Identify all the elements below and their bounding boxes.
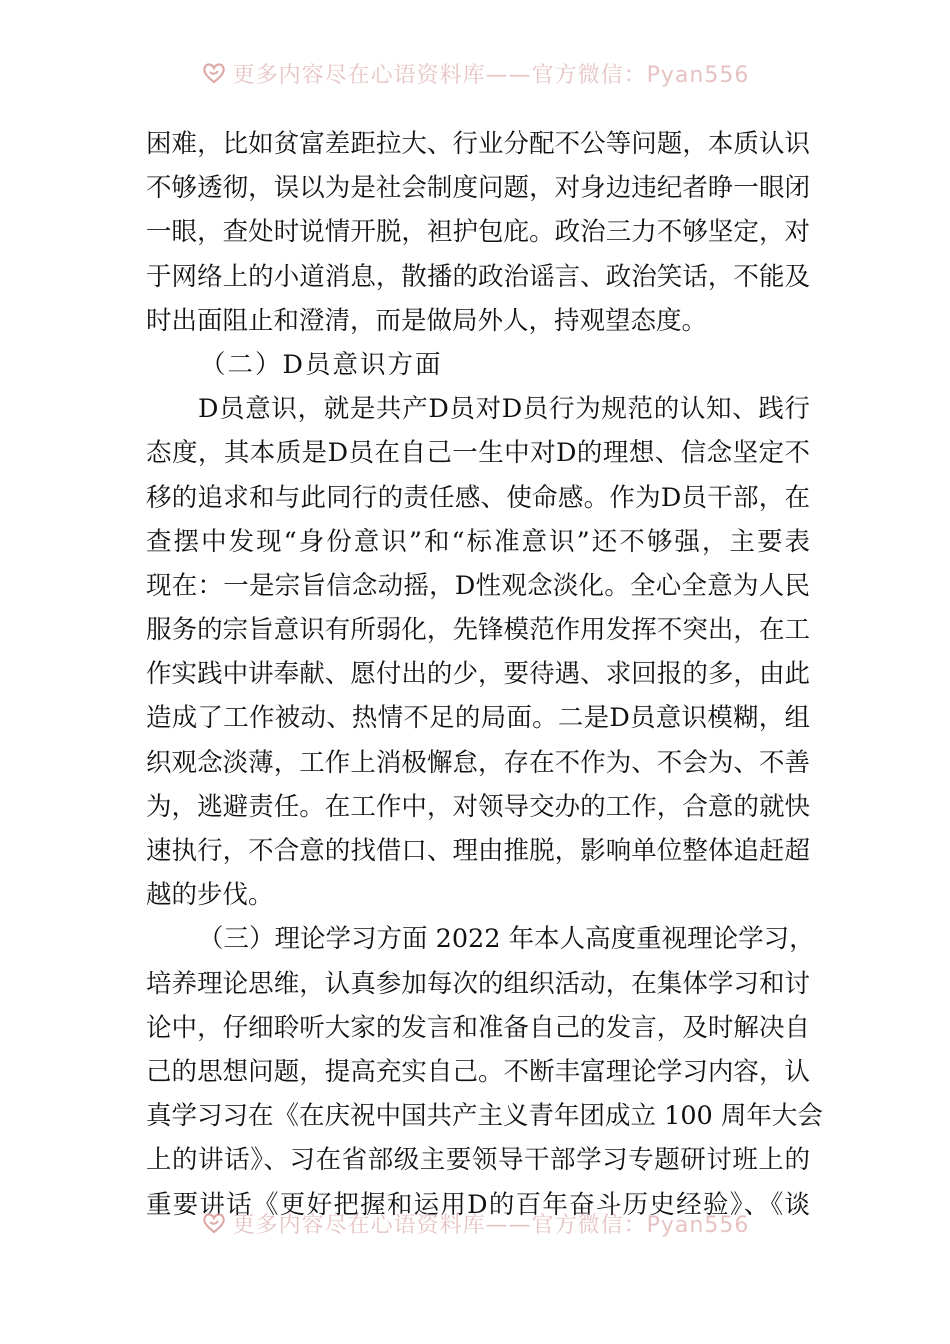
watermark-top (0, 58, 950, 88)
heart-logo-icon (201, 60, 227, 86)
text-line: 不够透彻，误以为是社会制度问题，对身边违纪者睁一眼闭 (146, 173, 810, 204)
text-line: 查摆中发现“身份意识”和“标准意识”还不够强，主要表 (146, 526, 810, 557)
heart-logo-icon (201, 1210, 227, 1236)
watermark-text: 更多内容尽在心语资料库——官方微信：Pyan556 (232, 62, 750, 88)
document-body (146, 122, 823, 1227)
text-line: 织观念淡薄，工作上消极懈怠，存在不作为、不会为、不善 (146, 747, 810, 778)
text-line: 时出面阻止和澄清，而是做局外人，持观望态度。 (146, 305, 708, 336)
section-heading-2 (146, 343, 810, 387)
paragraph-theory-study (146, 917, 823, 1226)
text-line: 移的追求和与此同行的责任感、使命感。作为D员干部，在 (146, 482, 810, 513)
text-line: 培养理论思维，认真参加每次的组织活动，在集体学习和讨 (146, 968, 810, 999)
text-line: 为，逃避责任。在工作中，对领导交办的工作，合意的就快 (146, 791, 810, 822)
text-line: 己的思想问题，提高充实自己。不断丰富理论学习内容，认 (146, 1056, 810, 1087)
text-line: （三）理论学习方面 2022 年本人高度重视理论学习， (198, 924, 815, 955)
watermark-bottom (0, 1208, 950, 1238)
text-line: 服务的宗旨意识有所弱化，先锋模范作用发挥不突出，在工 (146, 615, 810, 646)
text-line: 真学习习在《在庆祝中国共产主义青年团成立 100 周年大会 (146, 1101, 823, 1132)
watermark-text: 更多内容尽在心语资料库——官方微信：Pyan556 (232, 1212, 750, 1238)
text-line: 现在：一是宗旨信念动摇，D性观念淡化。全心全意为人民 (146, 570, 810, 601)
text-line: 重要讲话《更好把握和运用D的百年奋斗历史经验》、《谈 (146, 1189, 810, 1220)
text-line: 论中，仔细聆听大家的发言和准备自己的发言，及时解决自 (146, 1012, 810, 1043)
text-line: 越的步伐。 (146, 880, 274, 911)
text-line: 一眼，查处时说情开脱，袒护包庇。政治三力不够坚定，对 (146, 217, 810, 248)
text-line: D员意识，就是共产D员对D员行为规范的认知、践行 (198, 394, 810, 425)
text-line: 作实践中讲奉献、愿付出的少，要待遇、求回报的多，由此 (146, 659, 810, 690)
text-line: 困难，比如贫富差距拉大、行业分配不公等问题，本质认识 (146, 129, 810, 159)
text-line: 于网络上的小道消息，散播的政治谣言、政治笑话，不能及 (146, 261, 810, 292)
text-line: 造成了工作被动、热情不足的局面。二是D员意识模糊，组 (146, 703, 810, 734)
paragraph-political-awareness-continued (146, 122, 810, 343)
section-heading: （二）D员意识方面 (200, 349, 443, 380)
paragraph-member-awareness (146, 387, 810, 917)
text-line: 上的讲话》、习在省部级主要领导干部学习专题研讨班上的 (146, 1145, 810, 1176)
text-line: 态度，其本质是D员在自己一生中对D的理想、信念坚定不 (146, 438, 810, 469)
text-line: 速执行，不合意的找借口、理由推脱，影响单位整体追赶超 (146, 836, 810, 866)
